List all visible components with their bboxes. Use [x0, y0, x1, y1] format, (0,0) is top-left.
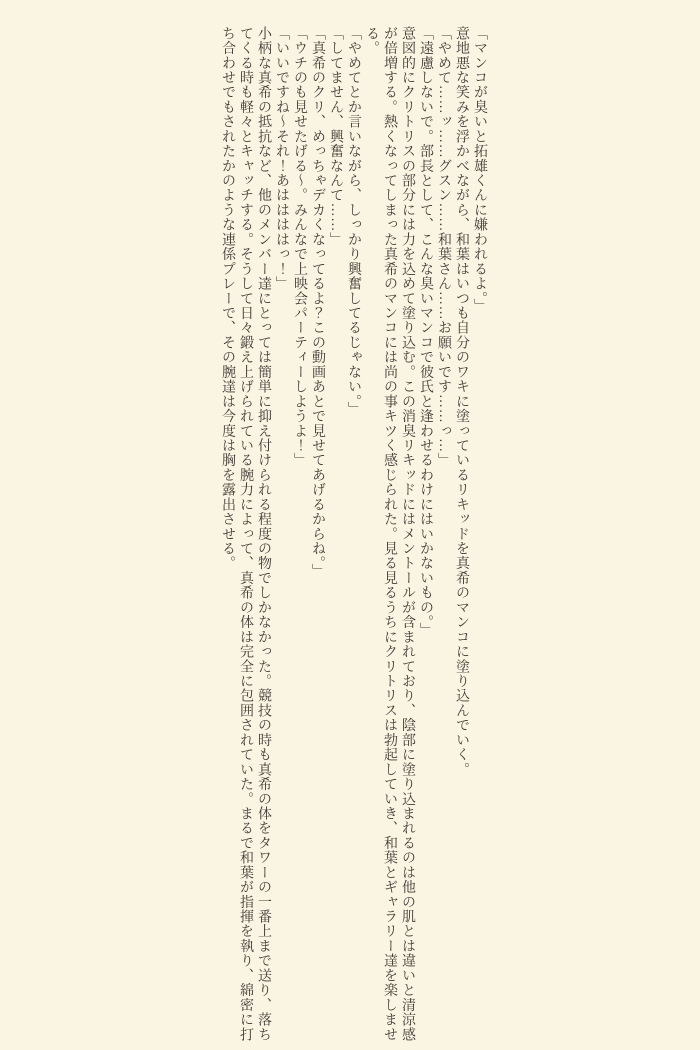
paragraph: 「いいですね〜それ！あははははっ！」 — [274, 26, 289, 291]
paragraph: 小柄な真希の抵抗など、他のメンバー達にとっては簡単に抑え付けられる程度の物でしかなかった。競技の時も真希の体をタワーの一番上まで送り、落ちてくる時も軽々とキャッチする。そうして日々鍛え上げられている腕力によって、真希の体は完全に包囲されていた。まるで和葉が指揮を執り、綿密に打ち合わせでもされたかのような連係プレーで、その腕達は今度は胸を露出させる。 — [220, 26, 271, 1042]
paragraph: 意地悪な笑みを浮かべながら、和葉はいつも自分のワキに塗っているリキッドを真希のマンコに塗り込んでいく。 — [454, 26, 469, 777]
paragraph: 意図的にクリトリスの部分には力を込めて塗り込む。この消臭リキッドにはメントールが含まれており、陰部に塗り込まれるのは他の肌とは違いと清涼感が倍増する。熱くなってしまった真希のマンコには尚の事キツく感じられた。見る見るうちにクリトリスは勃起していき、和葉とギャラリー達を楽しませる。 — [364, 26, 415, 1042]
vertical-text-block — [218, 26, 488, 1042]
paragraph: 「真希のクリ、めっちゃデカくなってるよ？この動画あとで見せてあげるからね。」 — [310, 26, 325, 579]
paragraph: 「マンコが臭いと拓雄くんに嫌われるよ。」 — [472, 26, 487, 314]
paragraph: 「やめてとか言いながら、しっかり興奮してるじゃない。」 — [346, 26, 361, 417]
paragraph: 「遠慮しないで。部長として、こんな臭いマンコで彼氏と逢わせるわけにはいかないもの。」 — [418, 26, 433, 638]
paragraph: 「してません、興奮なんて……」 — [328, 26, 343, 247]
paragraph: 「やめて……ッ……グスン……和葉さん……お願いです……っ…」 — [436, 26, 451, 468]
paragraph: 「ウチのも見せたげる〜。みんなで上映会パーティーしようよ！」 — [292, 26, 307, 468]
